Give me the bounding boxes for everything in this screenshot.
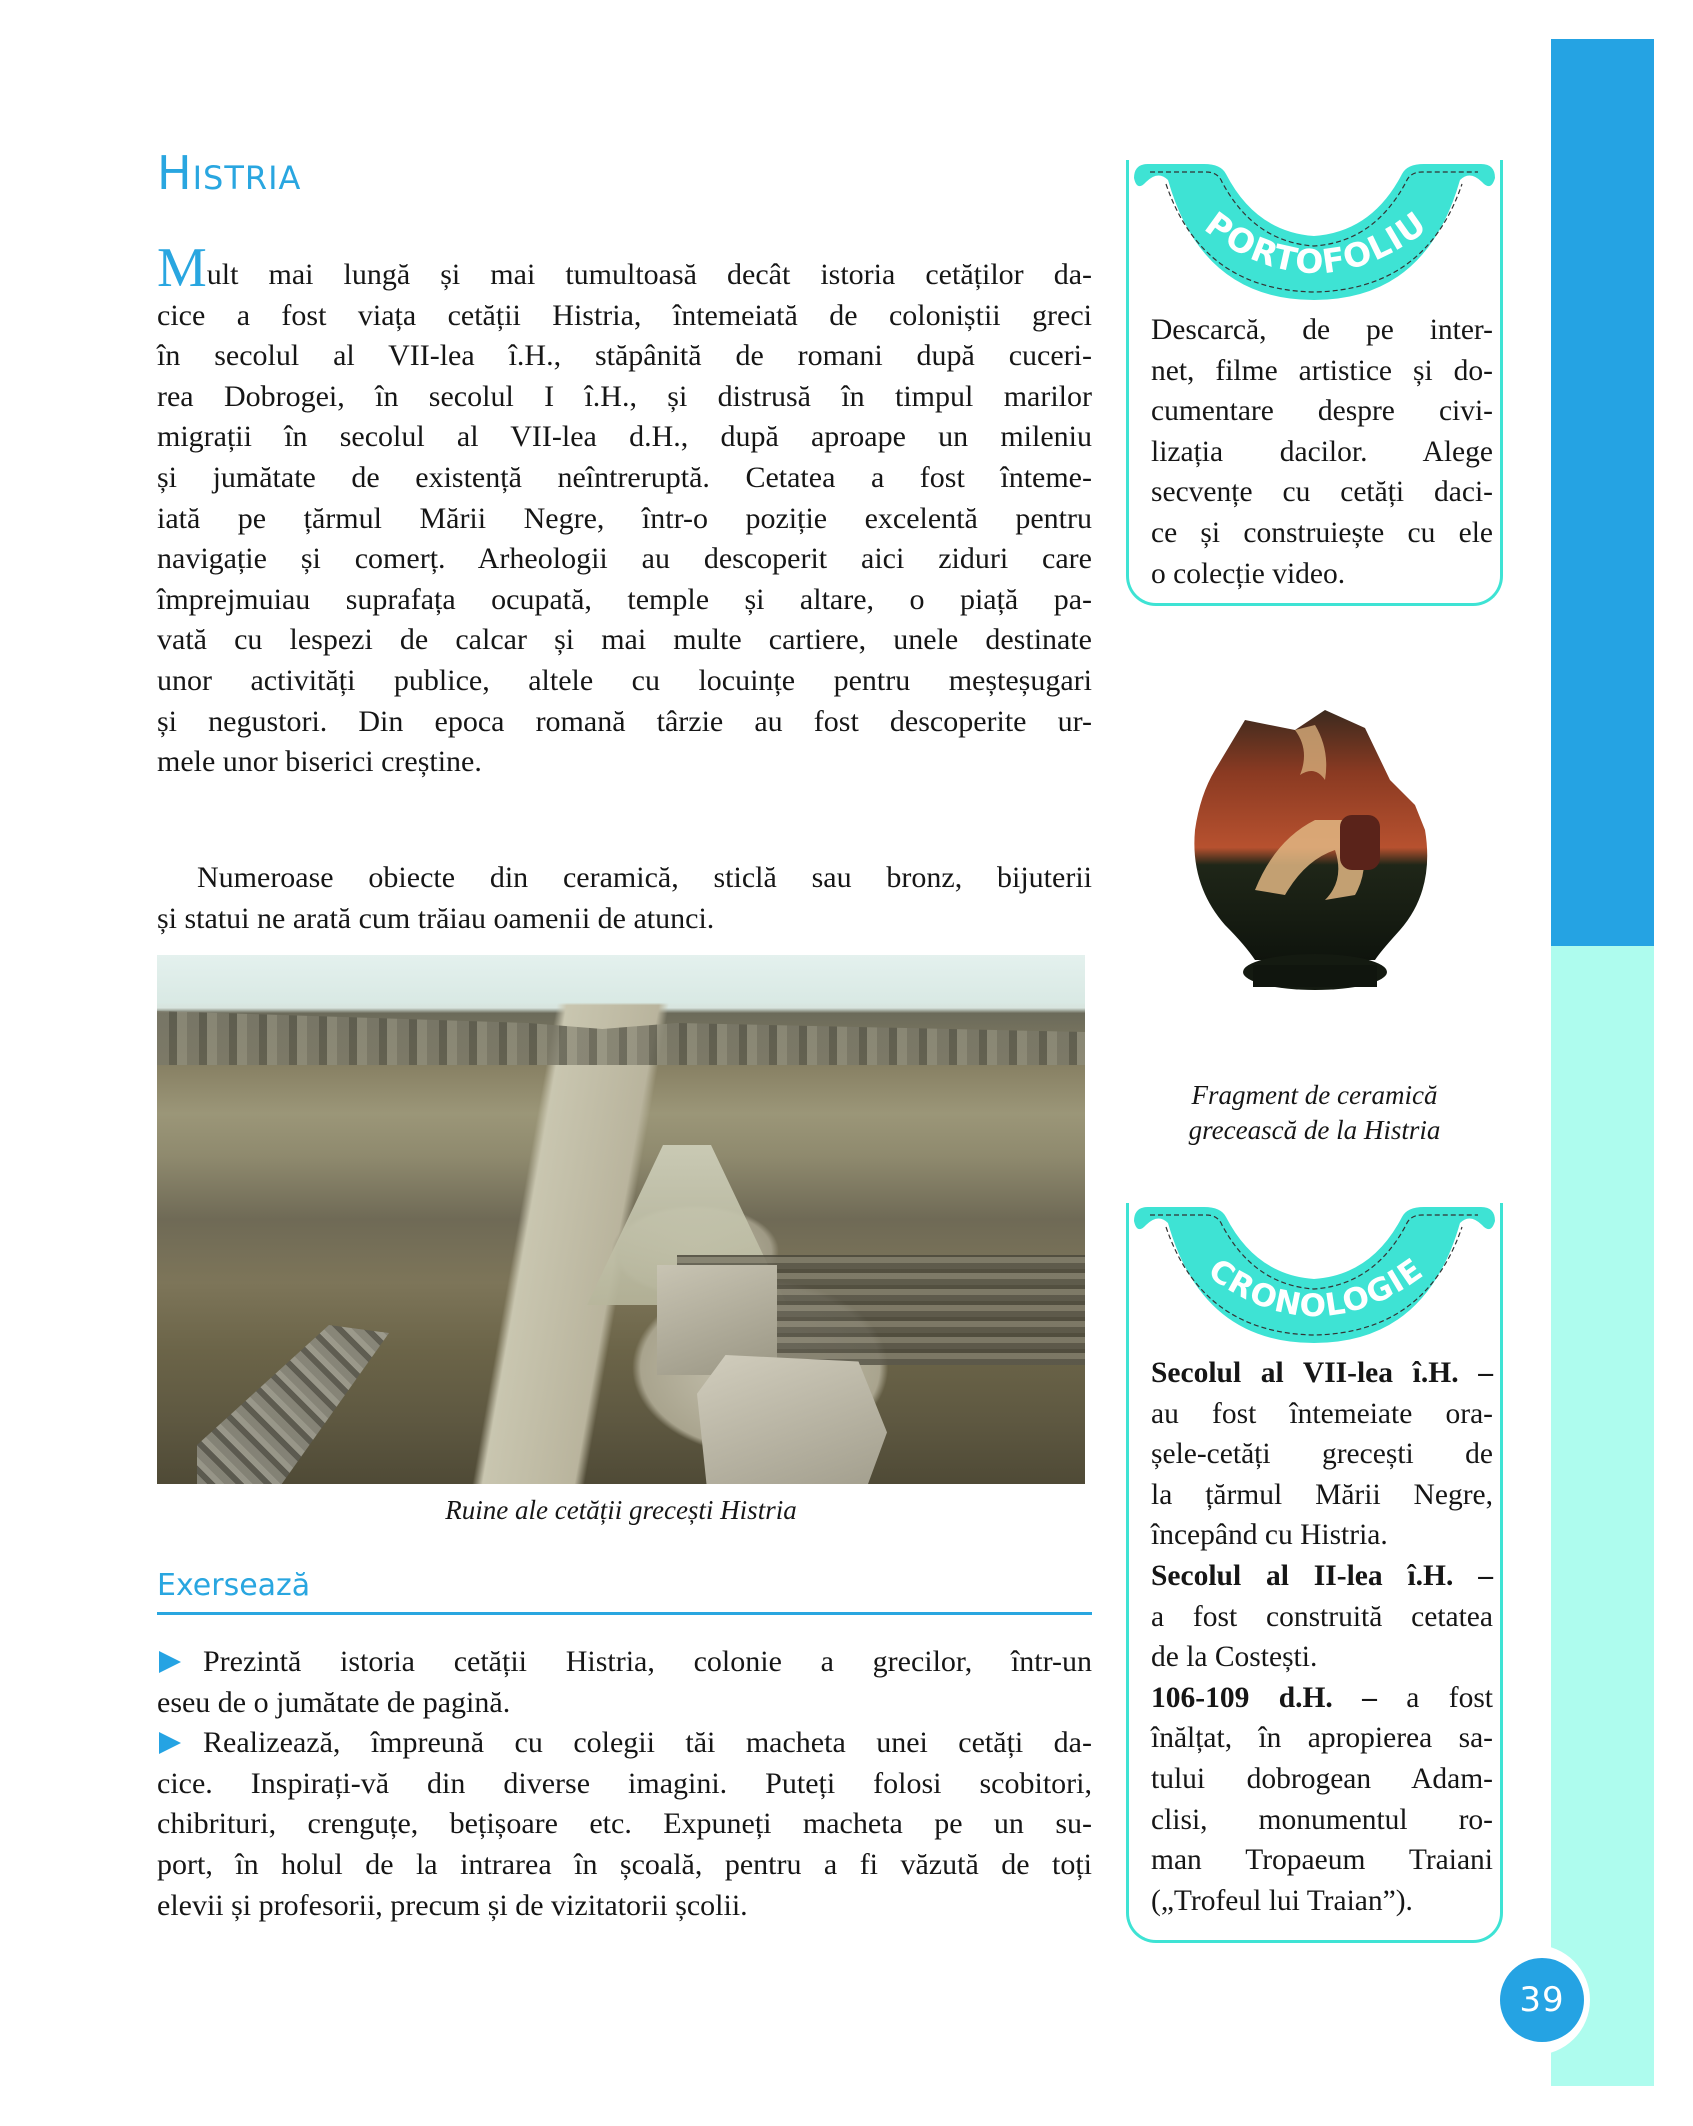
exercise-divider [157,1612,1092,1615]
exercise-list [157,1642,1092,1926]
text-line: Numeroase obiecte din ceramică, sticlă sau bronz, bijuterii [197,861,1092,894]
caption-line: Fragment de ceramică [1191,1080,1438,1110]
exercise-item [157,1642,1092,1723]
drop-cap: M [157,237,207,299]
greek-vase-fragment-image [1175,690,1455,1010]
page-title: Histria [157,146,302,200]
text-line: navigație și comerț. Arheologii au descoperit aici ziduri care [157,542,1092,576]
arrow-right-icon [159,1651,181,1673]
photo-caption: Ruine ale cetății grecești Histria [445,1495,797,1525]
text-line: la țărmul Mării Negre, [1151,1478,1493,1511]
chronology-date [1151,1353,1493,1394]
text-line: cice. Inspirați-vă din diverse imagini. Puteți folosi scobitori, [157,1766,1092,1800]
chronology-text [1151,1353,1493,1921]
chronology-entry [1151,1556,1493,1678]
chronology-entry [1151,1678,1493,1922]
text-line: eseu de o jumătate de pagină. [157,1685,511,1719]
text-line: ce și construiește cu ele [1151,516,1493,549]
chronology-date [1151,1678,1493,1719]
text-line-content: ult mai lungă și mai tumultoasă decât istoria cetăților da- [206,258,1092,291]
photo-distant-ruins [157,1005,1085,1065]
text-line: secvențe cu cetăți daci- [1151,476,1493,509]
arrow-right-icon [159,1732,181,1754]
text-line: net, filme artistice și do- [1151,354,1493,387]
text-line: și negustori. Din epoca romană târzie au fost descoperite ur- [157,704,1092,738]
text-line: chibrituri, crenguțe, bețișoare etc. Expuneți macheta pe un su- [157,1807,1092,1841]
text-line: elevii și profesorii, precum și de vizitatorii școlii. [157,1888,748,1922]
date-label: 106-109 d.H. – [1151,1681,1377,1714]
vase-shield [1340,815,1380,870]
text-line: au fost întemeiate ora- [1151,1397,1493,1430]
page-edge-bar-cyan [1551,946,1654,2086]
vase-caption [1126,1078,1503,1148]
chronology-banner [1126,1203,1503,1353]
text-line-content: a fost [1406,1681,1494,1714]
text-line: împrejmuiau suprafața ocupată, temple și altare, o piață pa- [157,582,1092,616]
text-line: mele unor biserici creștine. [157,745,482,779]
date-label: Secolul al VII-lea î.H. – [1151,1357,1493,1389]
text-line: de la Costești. [1151,1641,1318,1674]
text-line [157,1723,1092,1764]
histria-ruins-photo [157,955,1085,1484]
portfolio-text [1151,310,1493,594]
text-line: cice a fost viața cetății Histria, întemeiată de coloniștii greci [157,298,1092,332]
second-paragraph [157,858,1092,939]
text-line: înălțat, în apropierea sa- [1151,1722,1493,1755]
text-line: o colecție video. [1151,557,1346,590]
portfolio-box [1126,160,1503,606]
text-line: tului dobrogean Adam- [1151,1762,1493,1795]
text-line: șele-cetăți grecești de [1151,1438,1493,1471]
text-line: clisi, monumentul ro- [1151,1803,1493,1836]
caption-line: grecească de la Histria [1188,1115,1441,1145]
text-line: Descarcă, de pe inter- [1151,314,1493,346]
portfolio-banner [1126,160,1503,310]
text-line: vată cu lespezi de calcar și mai multe cartiere, unele destinate [157,623,1092,657]
intro-paragraph [157,237,1092,783]
text-line: rea Dobrogei, în secolul I î.H., și distrusă în timpul marilor [157,379,1092,413]
text-line [157,1642,1092,1683]
text-line-content: Prezintă istoria cetății Histria, colonie a grecilor, într-un [203,1645,1092,1678]
chronology-box [1126,1203,1503,1943]
text-line: unor activități publice, altele cu locuințe pentru meșteșugari [157,663,1092,697]
text-line [157,237,1092,299]
exercise-heading: Exersează [157,1568,311,1603]
text-line-content: Realizează, împreună cu colegii tăi macheta unei cetăți da- [203,1726,1092,1760]
text-line: lizația dacilor. Alege [1151,435,1493,468]
page-number: 39 [1500,1958,1584,2042]
text-line: man Tropaeum Traiani [1151,1844,1493,1877]
chronology-entry [1151,1353,1493,1556]
chronology-banner-label: CRONOLOGIE [1201,1251,1430,1325]
text-line: migrații în secolul al VII-lea d.H., după aproape un mileniu [157,420,1092,454]
text-line: a fost construită cetatea [1151,1600,1493,1633]
vase-base [1253,965,1377,987]
page-edge-bar-blue [1551,39,1654,946]
photo-stone-wall [197,1325,437,1484]
exercise-item [157,1723,1092,1926]
text-line: și statui ne arată cum trăiau oamenii de atunci. [157,901,715,935]
text-line: cumentare despre civi- [1151,395,1493,428]
text-line: în secolul al VII-lea î.H., stăpânită de romani după cuceri- [157,339,1092,373]
text-line: port, în holul de la intrarea în școală, pentru a fi văzută de toți [157,1847,1092,1881]
date-label: Secolul al II-lea î.H. – [1151,1559,1493,1592]
text-line: („Trofeul lui Traian”). [1151,1884,1413,1917]
text-line: și jumătate de existență neîntreruptă. Cetatea a fost înteme- [157,460,1092,494]
text-line: începând cu Histria. [1151,1519,1388,1552]
photo-stone-block [697,1355,887,1484]
portfolio-banner-label: PORTOFOLIU [1198,203,1434,282]
chronology-date [1151,1556,1493,1597]
text-line: iată pe țărmul Mării Negre, într-o poziție excelentă pentru [157,501,1092,535]
